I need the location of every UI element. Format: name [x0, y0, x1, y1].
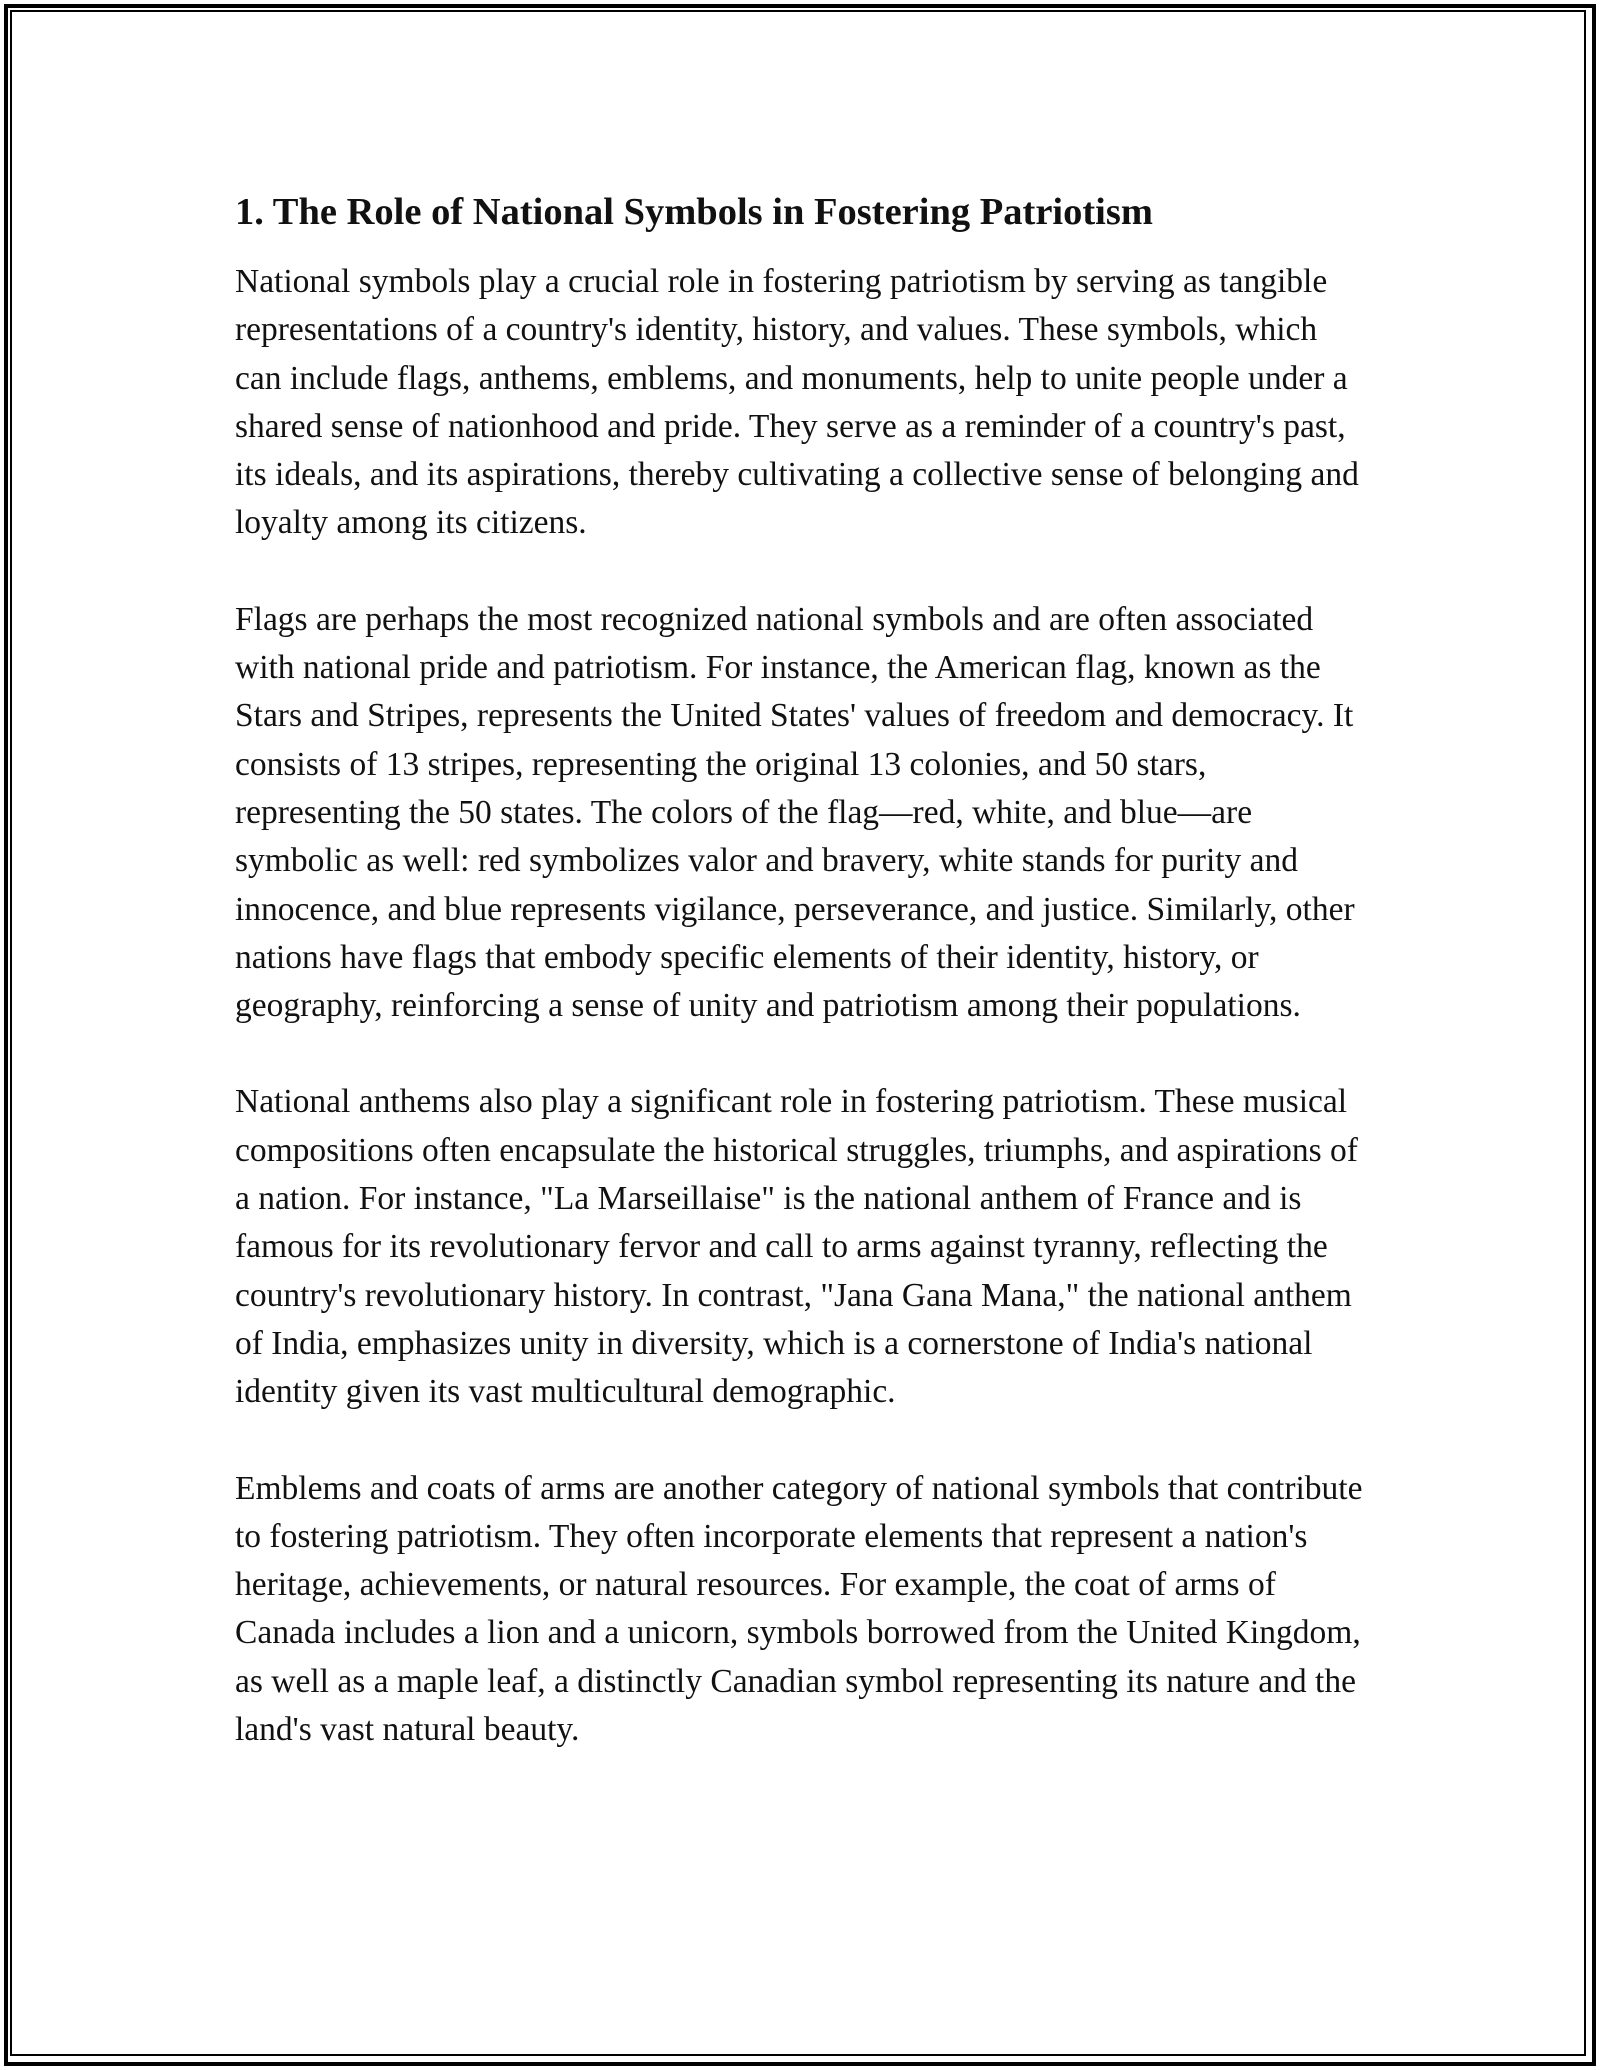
paragraph-emblems: Emblems and coats of arms are another category of national symbols that contribute to fostering patriotism. They often incorporate elements that represent a nation's heritage, achievements, or natural resources. For example, the coat of arms of Canada includes a lion and a unicorn, symbols borrowed from the United Kingdom, as well as a maple leaf, a distinctly Canadian symbol representing its nature and the land's vast natural beauty.	[235, 1469, 1363, 1749]
document-body	[235, 186, 1370, 1802]
paragraph-flags: Flags are perhaps the most recognized national symbols and are often associated with national pride and patriotism. For instance, the American flag, known as the Stars and Stripes, represents the United States' values of freedom and democracy. It consists of 13 stripes, representing the original 13 colonies, and 50 stars, representing the 50 states. The colors of the flag—red, white, and blue—are symbolic as well: red symbolizes valor and bravery, white stands for purity and innocence, and blue represents vigilance, perseverance, and justice. Similarly, other nations have flags that embody specific elements of their identity, history, or geography, reinforcing a sense of unity and patriotism among their populations.	[235, 600, 1355, 1025]
paragraph-intro: National symbols play a crucial role in fostering patriotism by serving as tangible representations of a country's identity, history, and values. These symbols, which can include flags, anthems, emblems, and monuments, help to unite people under a shared sense of nationhood and pride. They serve as a reminder of a country's past, its ideals, and its aspirations, thereby cultivating a collective sense of belonging and loyalty among its citizens.	[235, 263, 1359, 542]
section-heading: 1. The Role of National Symbols in Fostering Patriotism	[235, 191, 1153, 233]
paragraph-anthems: National anthems also play a significant role in fostering patriotism. These musical compositions often encapsulate the historical struggles, triumphs, and aspirations of a nation. For instance, "La Marseillaise" is the national anthem of France and is famous for its revolutionary fervor and call to arms against tyranny, reflecting the country's revolutionary history. In contrast, "Jana Gana Mana," the national anthem of India, emphasizes unity in diversity, which is a cornerstone of India's national identity given its vast multicultural demographic.	[235, 1083, 1358, 1411]
